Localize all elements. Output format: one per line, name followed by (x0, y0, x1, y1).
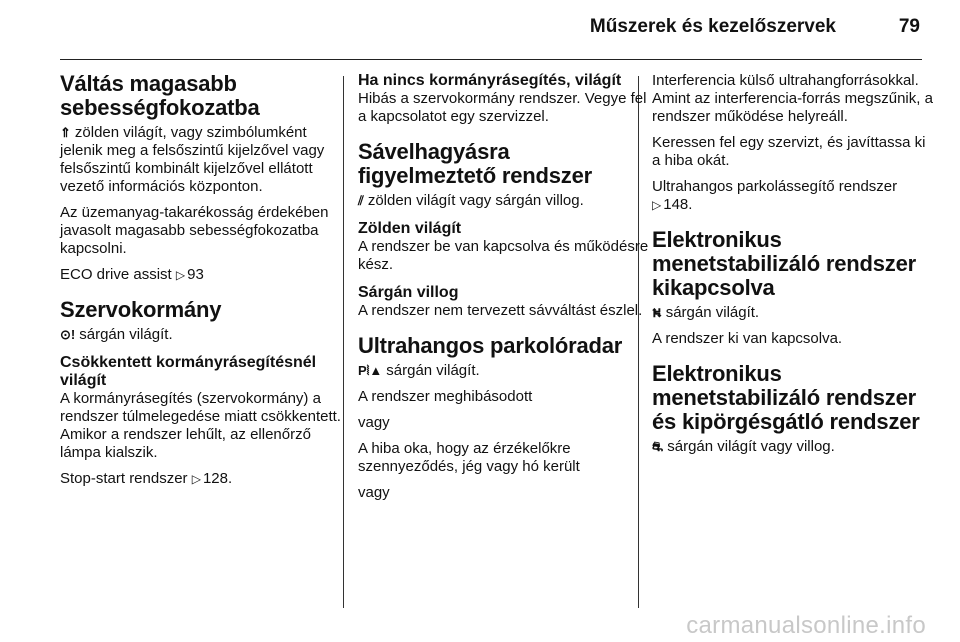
paragraph: A hiba oka, hogy az érzékelőkre szennyeződés, jég vagy hó került (358, 440, 580, 475)
esc-traction-icon: ⛐ (652, 439, 664, 454)
subheading-green-lit: Zölden világít (358, 220, 462, 237)
column-1 (60, 72, 350, 496)
paragraph: ⫽ zölden világít vagy sárgán villog. (358, 192, 584, 209)
parking-radar-icon: P⦚▲ (358, 363, 383, 378)
lane-departure-icon: ⫽ (358, 193, 364, 208)
steering-warning-icon: ⊙! (60, 327, 76, 342)
page-reference-triangle-icon: ▷ (191, 472, 201, 486)
paragraph: vagy (358, 484, 390, 501)
esc-off-icon: ⛕ (652, 305, 662, 320)
cross-reference: Stop-start rendszer ▷ 128. (60, 470, 233, 487)
section-heading-upshift: Váltás magasabb sebességfokozatba (60, 71, 260, 120)
paragraph: A rendszer meghibásodott (358, 388, 533, 405)
column-3 (652, 72, 934, 464)
paragraph: P⦚▲ sárgán világít. (358, 362, 480, 379)
cross-reference: ECO drive assist ▷ 93 (60, 266, 204, 283)
paragraph: Interferencia külső ultrahangforrásokkal. Amint az interferencia-forrás megszűnik, a rendszer működése helyreáll. (652, 72, 933, 125)
page-number: 79 (898, 16, 920, 37)
page-reference-triangle-icon: ▷ (175, 268, 186, 282)
subheading-no-assist: Ha nincs kormányrásegítés, világít (358, 72, 622, 89)
paragraph: ⊙! sárgán világít. (60, 326, 173, 343)
paragraph: A rendszer be van kapcsolva és működésre kész. (358, 238, 649, 273)
cross-reference: Ultrahangos parkolássegítő rendszer ▷ 148. (652, 178, 898, 213)
paragraph: Keressen fel egy szervizt, és javíttassa ki a hiba okát. (652, 134, 926, 169)
section-heading-esc-tc: Elektronikus menetstabilizáló rendszer és kipörgésgátló rendszer (652, 361, 920, 434)
paragraph: Az üzemanyag-takarékosság érdekében javasolt magasabb sebességfokozatba kapcsolni. (60, 204, 329, 257)
paragraph: vagy (358, 414, 390, 431)
page-header-title: Műszerek és kezelőszervek (589, 16, 836, 37)
section-heading-parking-radar: Ultrahangos parkolóradar (358, 333, 623, 358)
paragraph: ⇑ zölden világít, vagy szimbólumként jelenik meg a felsőszintű kijelzővel vagy felsőszintű kombinált kijelzővel ellátott vezető információs központon. (60, 124, 325, 195)
paragraph: ⛕ sárgán világít. (652, 304, 760, 321)
section-heading-power-steering: Szervokormány (60, 297, 222, 322)
section-heading-esc-off: Elektronikus menetstabilizáló rendszer kikapcsolva (652, 227, 916, 300)
column-2 (358, 72, 650, 510)
paragraph: ⛐ sárgán világít vagy villog. (652, 438, 835, 455)
upshift-arrow-icon: ⇑ (60, 125, 71, 140)
paragraph: A kormányrásegítés (szervokormány) a rendszer túlmelegedése miatt csökkentett. Amikor a rendszer lehűlt, az ellenőrző lámpa kialszik. (60, 390, 341, 461)
paragraph: A rendszer nem tervezett sávváltást észlel. (358, 302, 643, 319)
section-heading-lane-departure: Sávelhagyásra figyelmeztető rendszer (358, 139, 593, 188)
subheading-reduced-assist: Csökkentett kormányrásegítésnél világít (60, 354, 317, 389)
paragraph: A rendszer ki van kapcsolva. (652, 330, 843, 347)
page-header (60, 0, 922, 60)
subheading-yellow-flashing: Sárgán villog (358, 284, 459, 301)
paragraph: Hibás a szervokormány rendszer. Vegye fel a kapcsolatot egy szervizzel. (358, 90, 647, 125)
watermark: carmanualsonline.info (686, 612, 926, 639)
page-reference-triangle-icon: ▷ (652, 198, 662, 212)
